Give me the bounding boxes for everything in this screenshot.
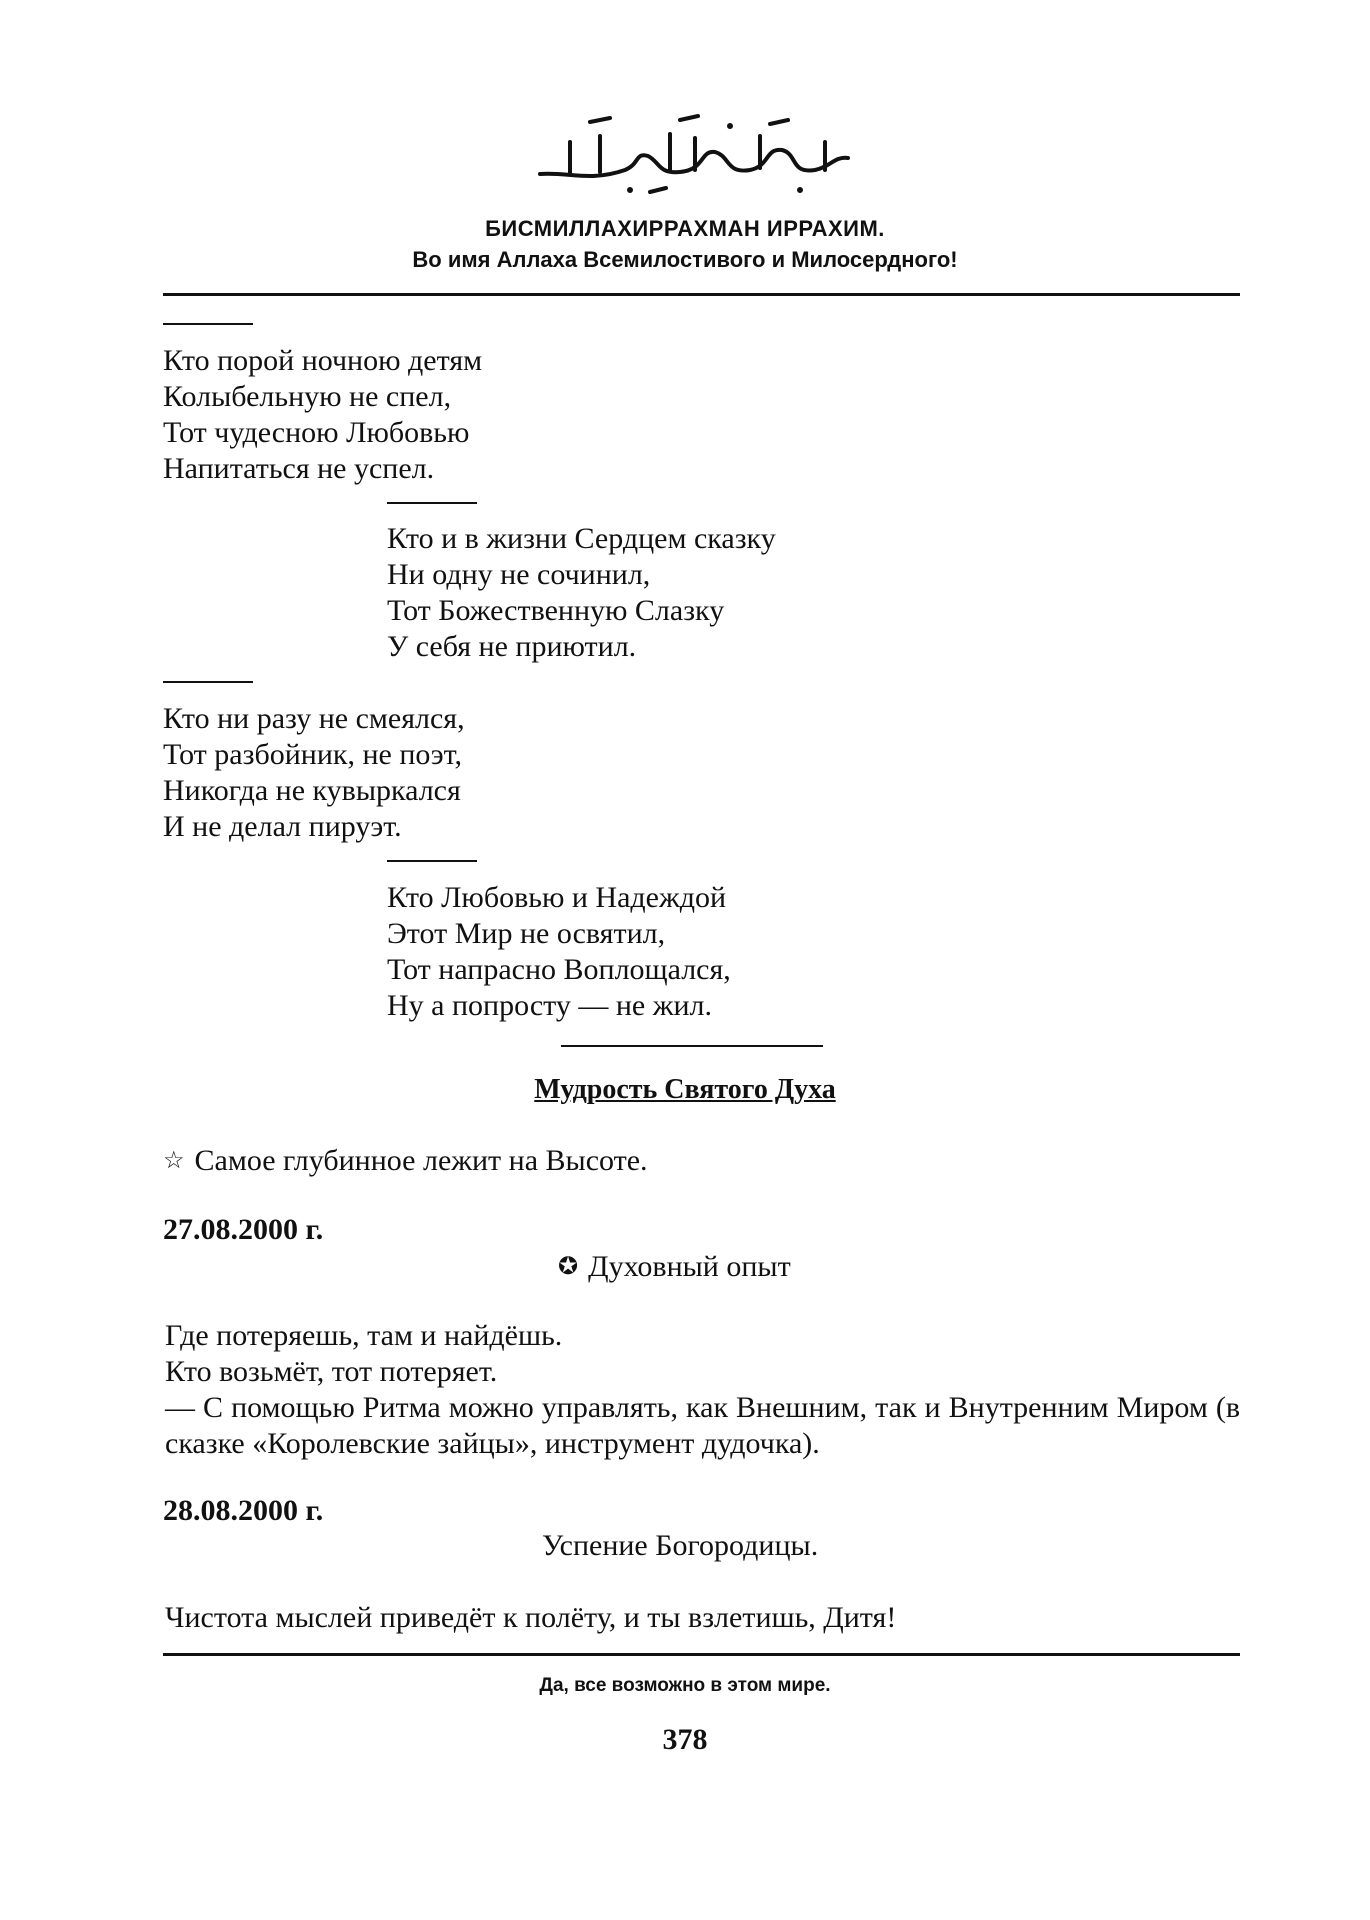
poem-line: Напитаться не успел. <box>163 452 435 485</box>
header-divider <box>163 293 1240 296</box>
poem-line: Кто ни разу не смеялся, <box>163 702 465 735</box>
entry-heading <box>558 1250 791 1284</box>
poem-line: Кто и в жизни Сердцем сказку <box>387 522 776 555</box>
star-outline-icon: ☆ <box>163 1148 185 1174</box>
entry-heading: Успение Богородицы. <box>542 1529 819 1562</box>
poem-line: Тот напрасно Воплощался, <box>387 953 731 986</box>
poem-line: Ну а попросту — не жил. <box>387 989 712 1022</box>
section-divider <box>561 1045 823 1047</box>
poem-line: И не делал пируэт. <box>163 810 402 843</box>
footer-divider <box>163 1653 1240 1656</box>
stanza-separator <box>387 502 477 504</box>
stanza-separator <box>387 860 477 862</box>
wisdom-line <box>163 1144 648 1178</box>
entry-line: Кто возьмёт, тот потеряет. <box>165 1355 498 1388</box>
poem-line: Ни одну не сочинил, <box>387 558 651 591</box>
poem-line: Кто порой ночною детям <box>163 344 483 377</box>
poem-stanza <box>163 701 465 845</box>
entry-body <box>165 1600 1240 1636</box>
footer-note: Да, все возможно в этом мире. <box>539 1675 831 1696</box>
poem-line: Колыбельную не спел, <box>163 380 452 413</box>
header-title: БИСМИЛЛАХИРРАХМАН ИРРАХИМ. <box>485 216 885 241</box>
entry-body <box>165 1318 1240 1462</box>
poem-stanza <box>387 521 776 665</box>
entry-date: 28.08.2000 г. <box>163 1494 324 1527</box>
entry-line: — С помощью Ритма можно управлять, как Внешним, так и Внутренним Миром (в сказке «Королевские зайцы», инструмент дудочка). <box>165 1391 1240 1460</box>
star-in-circle-icon: ✪ <box>558 1254 579 1280</box>
stanza-separator <box>163 681 253 683</box>
entry-line: Где потеряешь, там и найдёшь. <box>165 1319 563 1352</box>
poem-line: Кто Любовью и Надеждой <box>387 881 727 914</box>
wisdom-text: Самое глубинное лежит на Высоте. <box>194 1144 648 1177</box>
header-subtitle: Во имя Аллаха Всемилостивого и Милосердного! <box>412 247 958 272</box>
poem-line: Этот Мир не освятил, <box>387 917 666 950</box>
entry-date: 27.08.2000 г. <box>163 1213 324 1246</box>
poem-line: Тот разбойник, не поэт, <box>163 738 462 771</box>
poem-stanza <box>387 880 731 1024</box>
entry-heading-text: Духовный опыт <box>588 1250 791 1283</box>
poem-line: Тот чудесною Любовью <box>163 416 470 449</box>
poem-stanza <box>163 343 482 487</box>
poem-line: У себя не приютил. <box>387 630 637 663</box>
entry-line: Чистота мыслей приведёт к полёту, и ты взлетишь, Дитя! <box>165 1601 897 1634</box>
stanza-separator <box>163 323 253 325</box>
section-title: Мудрость Святого Духа <box>534 1074 836 1105</box>
bismillah-calligraphy <box>530 112 860 202</box>
page-number: 378 <box>662 1723 708 1756</box>
poem-line: Тот Божественную Слазку <box>387 594 725 627</box>
poem-line: Никогда не кувыркался <box>163 774 461 807</box>
